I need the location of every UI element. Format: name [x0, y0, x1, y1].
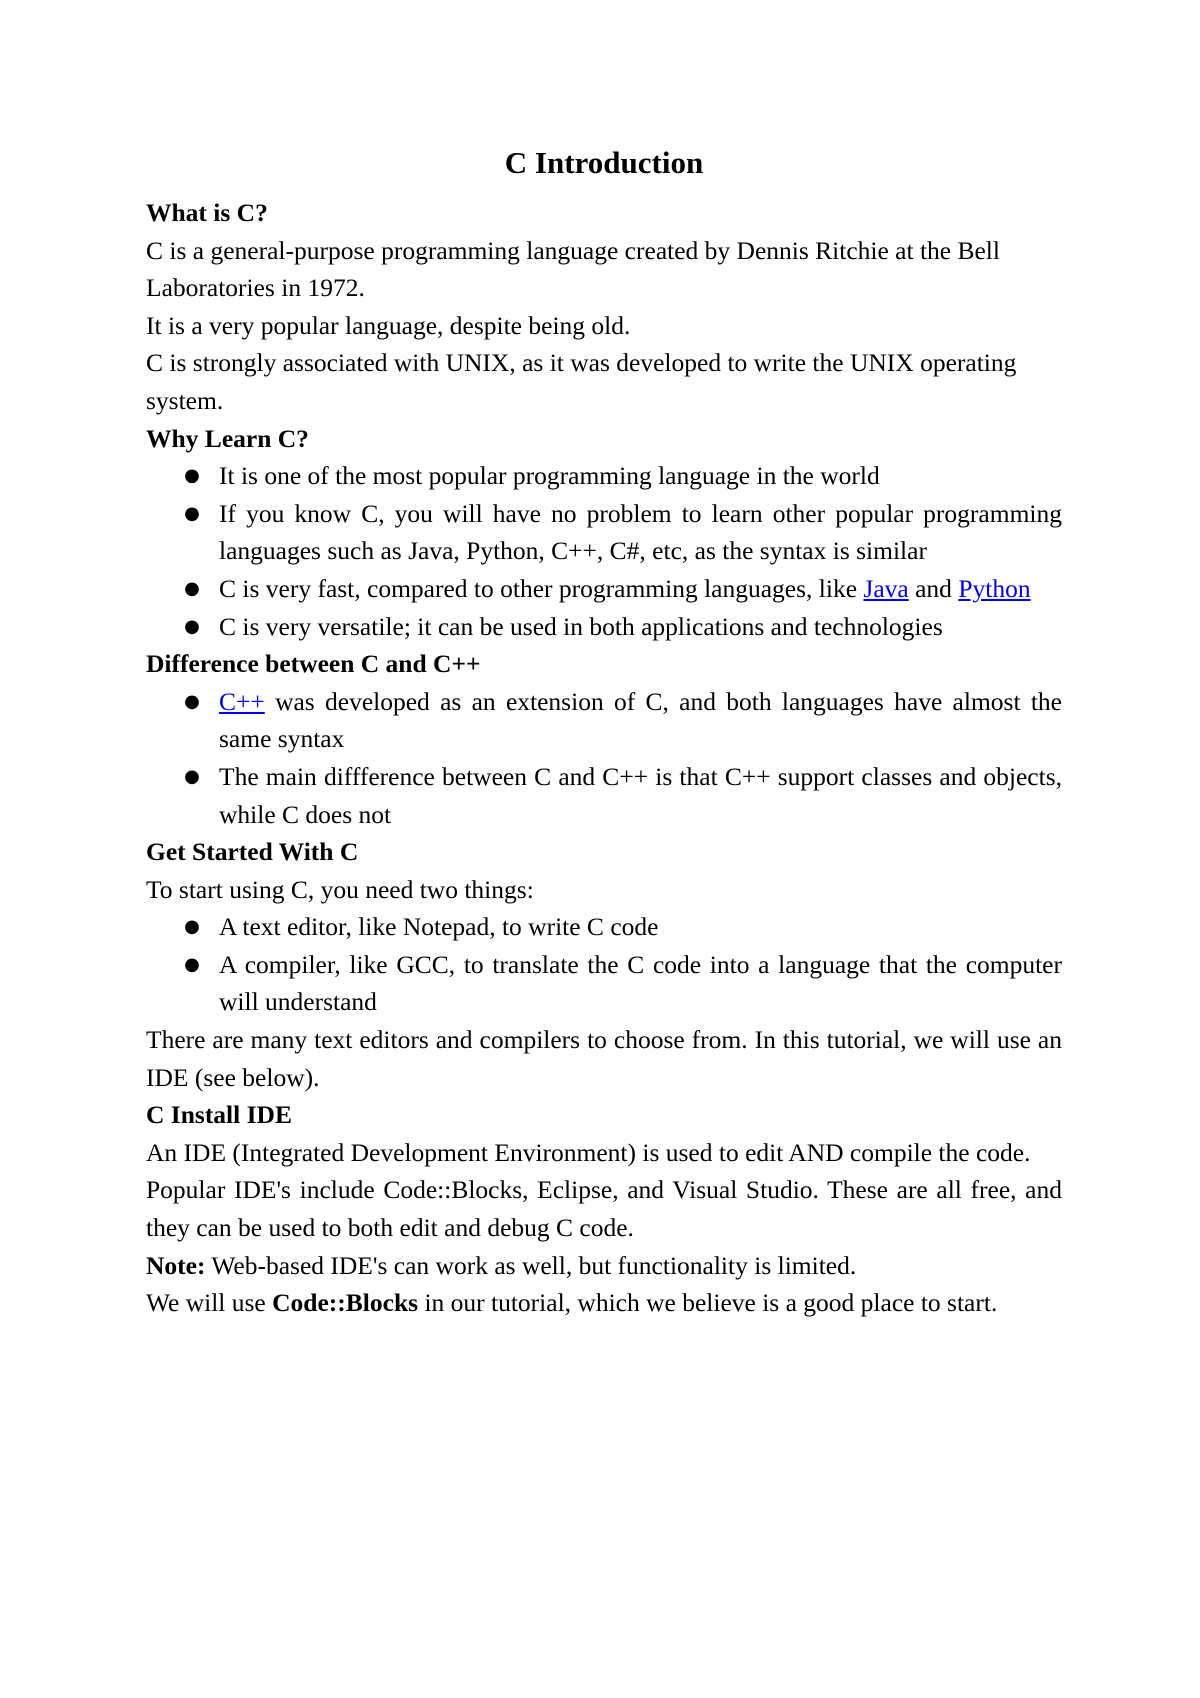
- list-item: [184, 683, 1062, 758]
- paragraph: To start using C, you need two things:: [146, 874, 534, 904]
- section-heading-what-is-c: What is C?: [146, 198, 268, 227]
- bullet-icon: ●: [184, 502, 200, 524]
- paragraph: There are many text editors and compilers to choose from. In this tutorial, we will use an IDE (see below).: [146, 1025, 1062, 1092]
- list-item-text: C is very fast, compared to other programming languages, like: [219, 573, 864, 603]
- paragraph: Popular IDE's include Code::Blocks, Eclipse, and Visual Studio. These are all free, and they can be used to both edit and debug C code.: [146, 1175, 1062, 1243]
- bullet-icon: ●: [184, 465, 200, 487]
- paragraph: It is a very popular language, despite being old.: [146, 310, 631, 340]
- list-item-text: C is very versatile; it can be used in both applications and technologies: [219, 611, 943, 641]
- bullet-icon: ●: [184, 916, 200, 938]
- list-item-text: If you know C, you will have no problem to learn other popular programming languages such as Java, Python, C++, C#, etc, as the syntax is similar: [219, 498, 1062, 566]
- document-title: C Introduction: [504, 145, 704, 180]
- cpp-link[interactable]: C++: [219, 686, 265, 716]
- bullet-icon: ●: [184, 690, 200, 712]
- document-page: [146, 143, 1062, 1322]
- list-item: [184, 495, 1062, 570]
- paragraph-text: in our tutorial, which we believe is a good place to start.: [418, 1288, 998, 1318]
- paragraph-text: We will use: [146, 1288, 273, 1318]
- list-item-text: The main diffference between C and C++ is that C++ support classes and objects, while C does not: [219, 761, 1062, 829]
- note-paragraph: [146, 1247, 1062, 1285]
- bullet-list-why-learn: [146, 457, 1062, 645]
- codeblocks-emphasis: Code::Blocks: [272, 1288, 419, 1318]
- python-link[interactable]: Python: [958, 573, 1031, 603]
- paragraph: C is a general-purpose programming language created by Dennis Ritchie at the Bell Laboratories in 1972.: [146, 235, 1000, 303]
- list-item-text: A text editor, like Notepad, to write C code: [219, 912, 659, 942]
- list-item-text: It is one of the most popular programming language in the world: [219, 461, 880, 491]
- list-item: [184, 908, 1062, 946]
- list-item-text: and: [908, 573, 959, 603]
- bullet-list-get-started: [146, 908, 1062, 1021]
- list-item: [184, 570, 1062, 608]
- section-heading-difference: Difference between C and C++: [146, 649, 481, 679]
- java-link[interactable]: Java: [863, 573, 909, 603]
- bullet-icon: ●: [184, 953, 200, 975]
- paragraph: An IDE (Integrated Development Environment) is used to edit AND compile the code.: [146, 1137, 1031, 1167]
- list-item: [184, 946, 1062, 1021]
- list-item-text: was developed as an extension of C, and both languages have almost the same syntax: [219, 686, 1062, 754]
- bullet-icon: ●: [184, 615, 200, 637]
- section-heading-install-ide: C Install IDE: [146, 1100, 292, 1130]
- paragraph: [146, 1284, 1062, 1322]
- list-item: [184, 758, 1062, 833]
- note-text: Web-based IDE's can work as well, but functionality is limited.: [205, 1250, 857, 1280]
- list-item-text: A compiler, like GCC, to translate the C code into a language that the computer will understand: [219, 949, 1062, 1017]
- list-item: [184, 457, 1062, 495]
- section-heading-get-started: Get Started With C: [146, 837, 359, 867]
- bullet-icon: ●: [184, 765, 200, 787]
- section-heading-why-learn-c: Why Learn C?: [146, 423, 309, 453]
- paragraph: C is strongly associated with UNIX, as it was developed to write the UNIX operating system.: [146, 348, 1017, 415]
- list-item: [184, 608, 1062, 646]
- note-label: Note:: [146, 1250, 206, 1280]
- bullet-icon: ●: [184, 577, 200, 599]
- bullet-list-difference: [146, 683, 1062, 833]
